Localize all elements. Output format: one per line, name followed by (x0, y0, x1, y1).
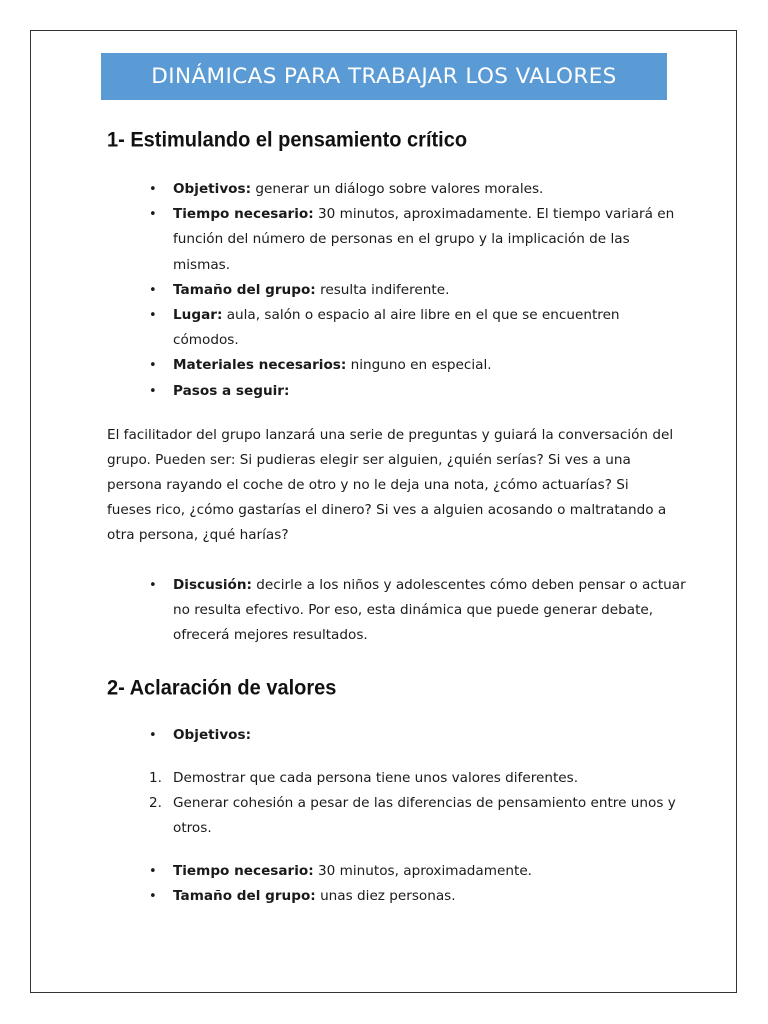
document-title: DINÁMICAS PARA TRABAJAR LOS VALORES (151, 64, 617, 89)
section-1-heading: 1- Estimulando el pensamiento crítico (107, 128, 468, 152)
bullet-icon: • (149, 864, 157, 879)
bullet-icon: • (149, 358, 157, 374)
list-item (149, 303, 689, 353)
section-2-objectives-bullet (149, 723, 689, 748)
item-text: resulta indiferente. (315, 281, 450, 298)
item-number: 2. (149, 795, 162, 812)
item-label: Tiempo necesario: (173, 863, 314, 879)
section-2-heading: 2- Aclaración de valores (107, 676, 337, 700)
item-text: 30 minutos, aproximadamente. El tiempo variará en función del número de personas en el grupo y la implicación de las mismas. (173, 206, 675, 273)
bullet-icon: • (149, 383, 157, 399)
list-item (149, 859, 689, 884)
bullet-icon: • (149, 728, 157, 743)
objectives-numbered-list (149, 766, 689, 842)
numbered-item (149, 791, 689, 841)
list-item (149, 177, 689, 202)
item-text: decirle a los niños y adolescentes cómo deben pensar o actuar no resulta efectivo. Por eso, esta dinámica que puede generar debate, ofrecerá mejores resultados. (173, 577, 686, 644)
bullet-icon: • (149, 889, 157, 905)
steps-paragraph: El facilitador del grupo lanzará una serie de preguntas y guiará la conversación del grupo. Pueden ser: Si pudieras elegir ser alguien, ¿quién serías? Si ves a una persona rayando el coche de otro y no le deja una nota, ¿cómo actuarías? Si fueses rico, ¿cómo gastarías el dinero? Si ves a alguien acosando o maltratando a otra persona, ¿qué harías? (107, 427, 674, 543)
numbered-item (149, 766, 689, 791)
list-item (149, 723, 689, 748)
discussion-list (149, 573, 689, 649)
item-label: Objetivos: (173, 181, 252, 197)
list-item (149, 278, 689, 303)
bullet-icon: • (149, 182, 157, 197)
bullet-icon: • (149, 207, 157, 223)
item-text: generar un diálogo sobre valores morales. (251, 181, 544, 197)
list-item (149, 353, 689, 378)
item-label: Lugar: (173, 307, 223, 324)
item-label: Pasos a seguir: (173, 382, 290, 399)
item-text: Generar cohesión a pesar de las diferencias de pensamiento entre unos y otros. (173, 795, 676, 837)
item-label: Objetivos: (173, 727, 252, 743)
item-label: Materiales necesarios: (173, 357, 347, 374)
bullet-icon: • (149, 308, 157, 324)
item-text: 30 minutos, aproximadamente. (313, 863, 532, 879)
item-number: 1. (149, 770, 162, 786)
item-text: aula, salón o espacio al aire libre en el que se encuentren cómodos. (173, 307, 620, 349)
item-label: Tamaño del grupo: (173, 281, 316, 298)
list-item (149, 202, 689, 278)
list-item (149, 884, 689, 909)
document-page (30, 30, 737, 993)
section-2-details-list (149, 859, 689, 909)
item-label: Discusión: (173, 577, 252, 593)
list-item (149, 573, 689, 649)
item-text: unas diez personas. (315, 888, 456, 905)
list-item (149, 379, 689, 404)
item-text: Demostrar que cada persona tiene unos valores diferentes. (173, 770, 579, 786)
section-1-details-list (149, 177, 689, 404)
item-label: Tiempo necesario: (173, 206, 314, 223)
bullet-icon: • (149, 578, 157, 593)
bullet-icon: • (149, 282, 157, 298)
item-text: ninguno en especial. (346, 357, 492, 374)
item-label: Tamaño del grupo: (173, 888, 316, 905)
title-banner (101, 53, 667, 100)
